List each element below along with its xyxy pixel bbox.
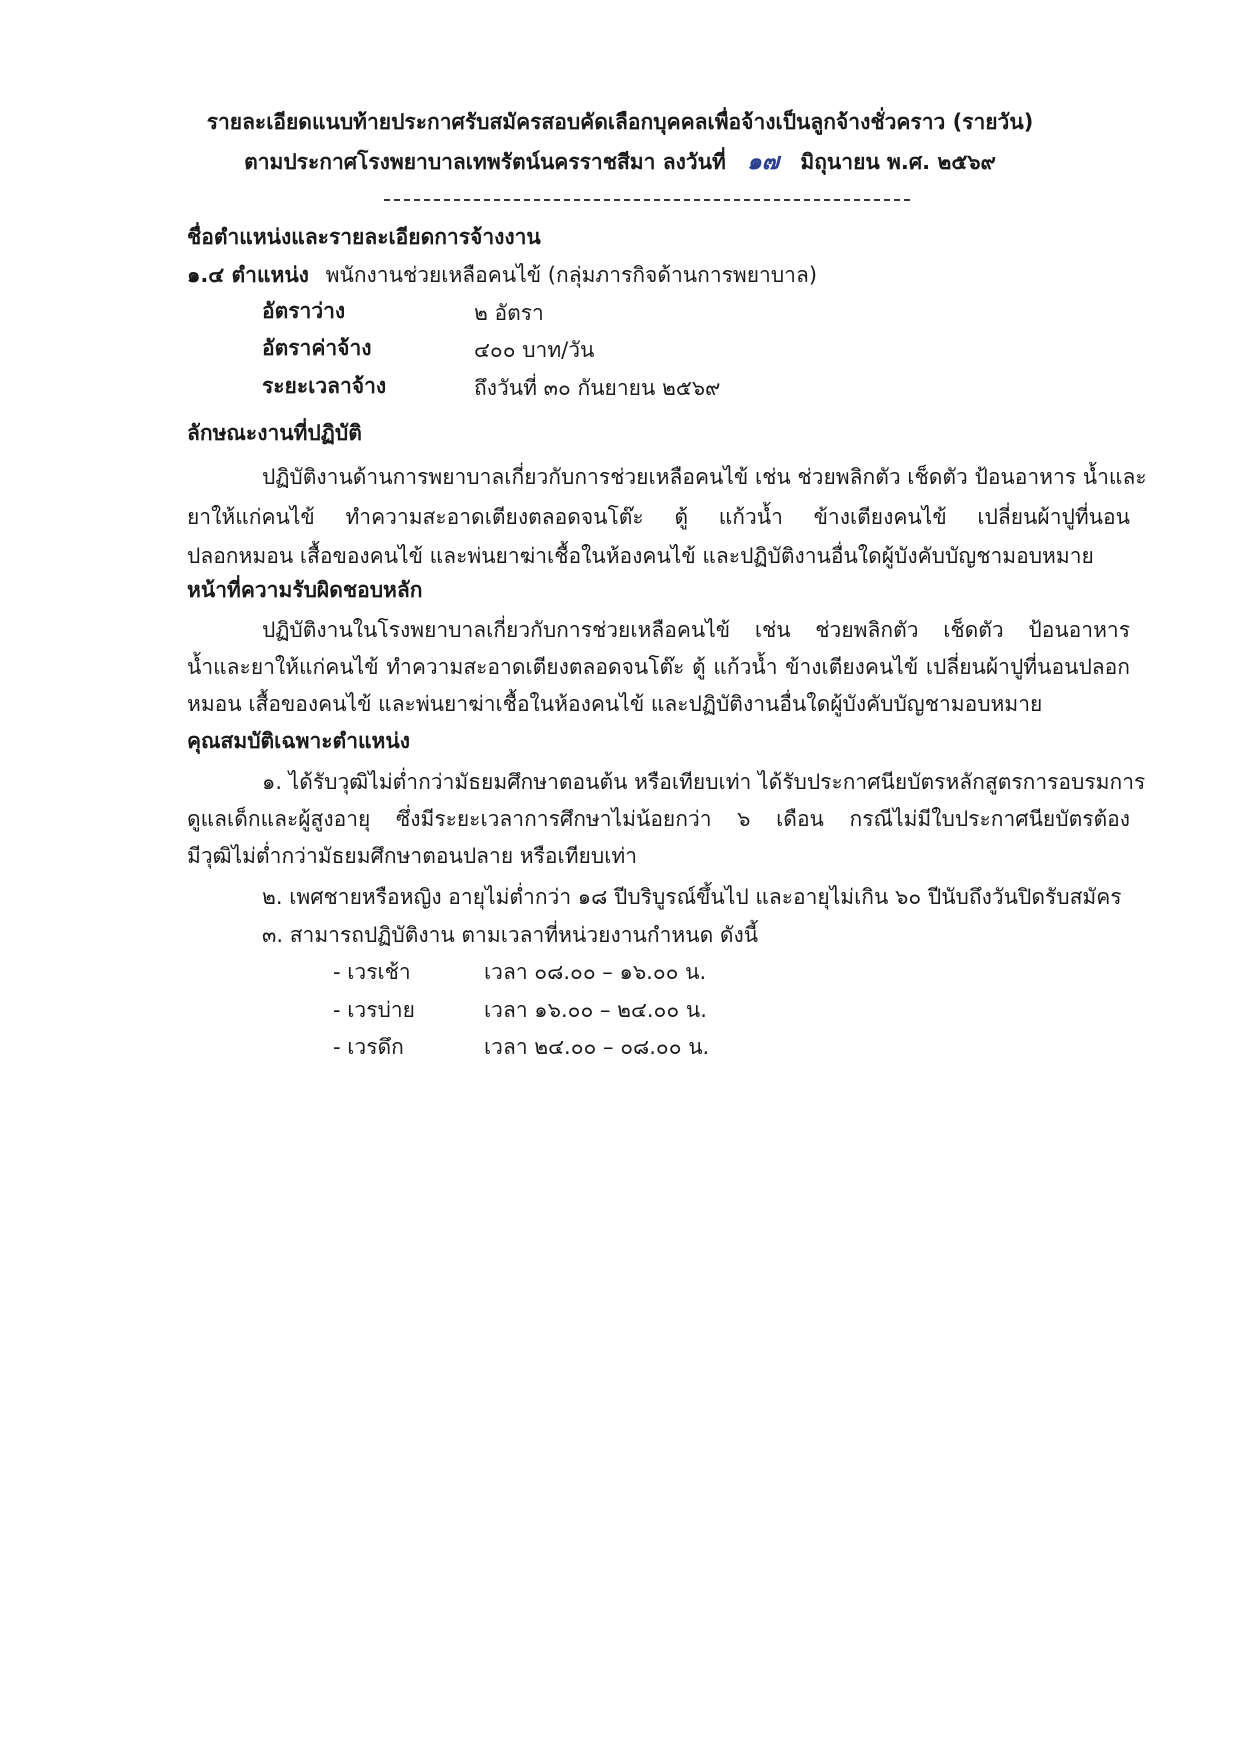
duties-line-3: หมอน เสื้อของคนไข้ และพ่นยาฆ่าเชื้อในห้องคนไข้ และปฏิบัติงานอื่นใดผู้บังคับบัญชามอบหมาย — [187, 692, 1043, 716]
job-nature-heading: ลักษณะงานที่ปฏิบัติ — [187, 421, 362, 445]
document-title-line1: รายละเอียดแนบท้ายประกาศรับสมัครสอบคัดเลือกบุคคลเพื่อจ้างเป็นลูกจ้างชั่วคราว (รายวัน) — [206, 110, 1034, 134]
job-nature-line-2: ยาให้แก่คนไข้ ทำความสะอาดเตียงตลอดจนโต๊ะ ตู้ แก้วน้ำ ข้างเตียงคนไข้ เปลี่ยนผ้าปูที่นอน — [187, 505, 1130, 529]
detail-label-period: ระยะเวลาจ้าง — [262, 374, 387, 398]
position-title-row — [187, 260, 817, 290]
shift-morning-time: เวลา ๐๘.๐๐ – ๑๖.๐๐ น. — [484, 960, 707, 984]
shift-night-time: เวลา ๒๔.๐๐ – ๐๘.๐๐ น. — [484, 1035, 710, 1059]
qualification-2: ๒. เพศชายหรือหญิง อายุไม่ต่ำกว่า ๑๘ ปีบริบูรณ์ขึ้นไป และอายุไม่เกิน ๖๐ ปีนับถึงวันปิดรับสมัคร — [262, 885, 1122, 909]
shift-afternoon-name: - เวรบ่าย — [333, 998, 415, 1022]
document-title-line2 — [0, 147, 1240, 177]
detail-label-vacancy: อัตราว่าง — [262, 299, 346, 323]
duties-line-1: ปฏิบัติงานในโรงพยาบาลเกี่ยวกับการช่วยเหลือคนไข้ เช่น ช่วยพลิกตัว เช็ดตัว ป้อนอาหาร — [262, 618, 1130, 642]
title-line2-suffix: มิถุนายน พ.ศ. ๒๕๖๙ — [800, 150, 996, 174]
qualification-1-line-3: มีวุฒิไม่ต่ำกว่ามัธยมศึกษาตอนปลาย หรือเทียบเท่า — [187, 844, 638, 868]
job-nature-line-3: ปลอกหมอน เสื้อของคนไข้ และพ่นยาฆ่าเชื้อในห้องคนไข้ และปฏิบัติงานอื่นใดผู้บังคับบัญชามอบหมาย — [187, 544, 1094, 568]
qualification-1-line-1: ๑. ได้รับวุฒิไม่ต่ำกว่ามัธยมศึกษาตอนต้น หรือเทียบเท่า ได้รับประกาศนียบัตรหลักสูตรการอบรมการ — [262, 770, 1146, 794]
qualification-3: ๓. สามารถปฏิบัติงาน ตามเวลาที่หน่วยงานกำหนด ดังนี้ — [262, 923, 759, 947]
detail-value-vacancy: ๒ อัตรา — [474, 301, 544, 325]
shift-morning-name: - เวรเช้า — [333, 960, 411, 984]
job-nature-line-1: ปฏิบัติงานด้านการพยาบาลเกี่ยวกับการช่วยเหลือคนไข้ เช่น ช่วยพลิกตัว เช็ดตัว ป้อนอาหาร น้ำและ — [262, 465, 1147, 489]
qualification-1-line-2: ดูแลเด็กและผู้สูงอายุ ซึ่งมีระยะเวลาการศึกษาไม่น้อยกว่า ๖ เดือน กรณีไม่มีใบประกาศนียบัตรต้อง — [187, 807, 1130, 831]
handwritten-day: ๑๗ — [747, 148, 780, 175]
detail-value-period: ถึงวันที่ ๓๐ กันยายน ๒๕๖๙ — [474, 376, 721, 400]
shift-night-name: - เวรดึก — [333, 1035, 404, 1059]
shift-afternoon-time: เวลา ๑๖.๐๐ – ๒๔.๐๐ น. — [484, 998, 707, 1022]
position-section-heading: ชื่อตำแหน่งและรายละเอียดการจ้างงาน — [187, 225, 541, 249]
title-line2-prefix: ตามประกาศโรงพยาบาลเทพรัตน์นครราชสีมา ลงวันที่ — [244, 150, 726, 174]
detail-value-wage: ๔๐๐ บาท/วัน — [474, 338, 595, 362]
position-title: พนักงานช่วยเหลือคนไข้ (กลุ่มภารกิจด้านการพยาบาล) — [325, 263, 818, 287]
detail-label-wage: อัตราค่าจ้าง — [262, 336, 372, 360]
header-divider — [384, 199, 910, 201]
duties-line-2: น้ำและยาให้แก่คนไข้ ทำความสะอาดเตียงตลอดจนโต๊ะ ตู้ แก้วน้ำ ข้างเตียงคนไข้ เปลี่ยนผ้าปูที่นอนปลอก — [187, 655, 1130, 679]
position-number-label: ๑.๔ ตำแหน่ง — [187, 263, 309, 287]
qualifications-heading: คุณสมบัติเฉพาะตำแหน่ง — [187, 729, 410, 753]
duties-heading: หน้าที่ความรับผิดชอบหลัก — [187, 578, 423, 602]
